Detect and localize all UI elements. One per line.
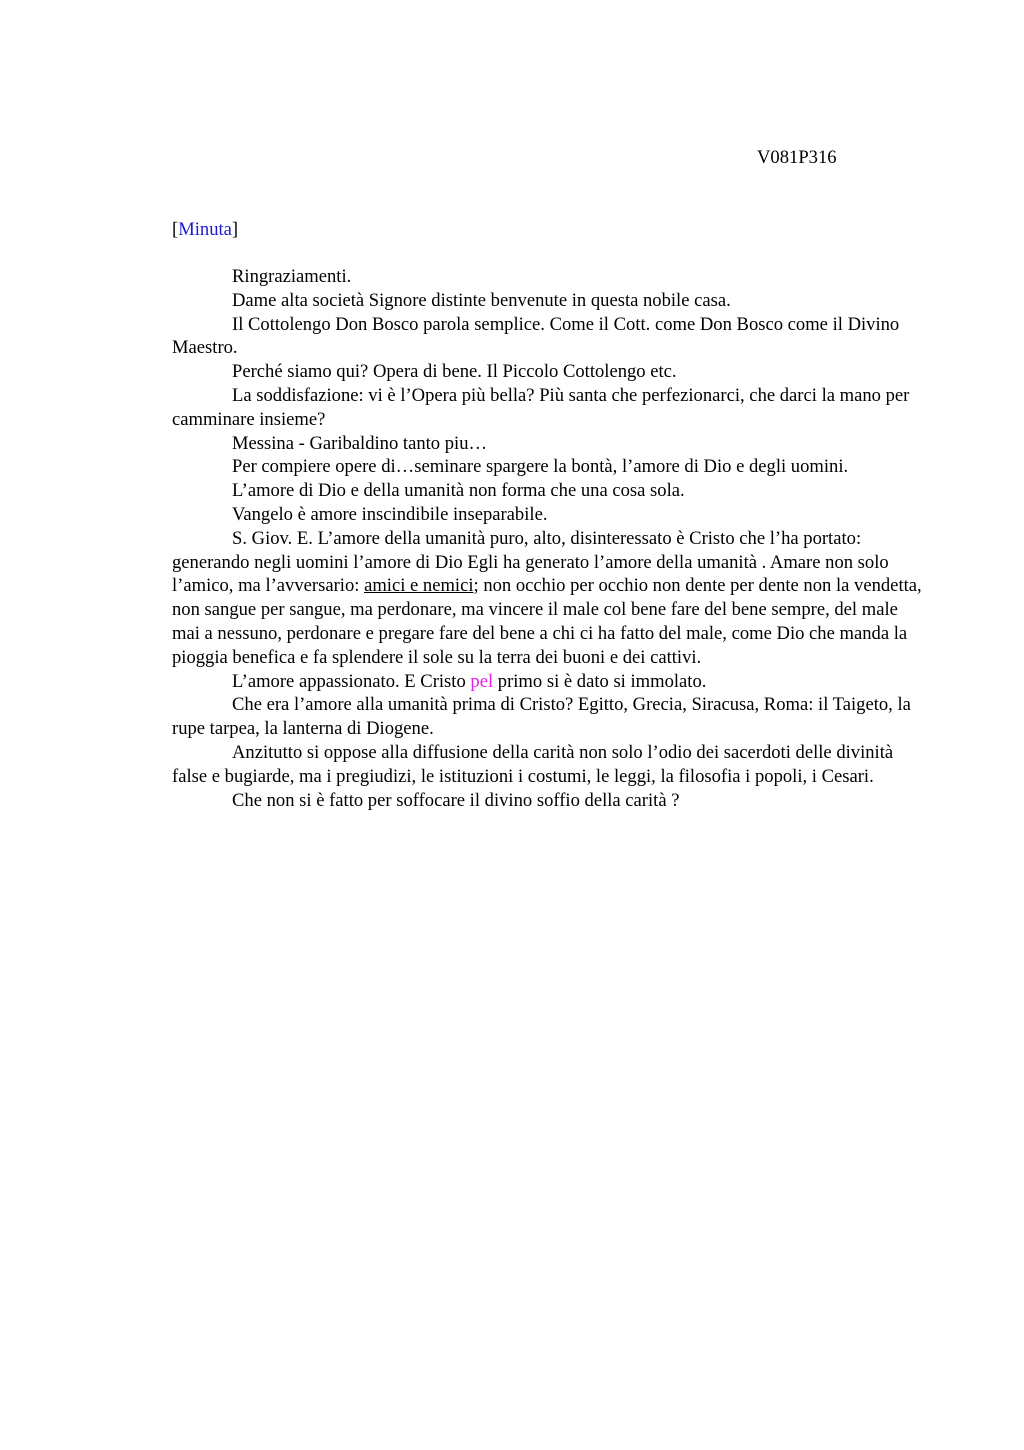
paragraph-1: Ringraziamenti.	[232, 266, 352, 287]
paragraph-11-text-start: L’amore appassionato. E Cristo	[232, 670, 471, 692]
paragraph-12: Che era l’amore alla umanità prima di Cristo? Egitto, Grecia, Siracusa, Roma: il Taigeto, la rupe tarpea, la lanterna di Diogene.	[172, 694, 911, 740]
page-reference: V081P316	[757, 147, 837, 168]
paragraph-5: La soddisfazione: vi è l’Opera più bella? Più santa che perfezionarci, che darci la mano per camminare insieme?	[172, 384, 910, 430]
label-word: Minuta	[178, 219, 232, 240]
underlined-phrase: amici e nemici	[364, 575, 474, 597]
paragraph-2: Dame alta società Signore distinte benvenute in questa nobile casa.	[232, 289, 731, 311]
paragraph-7: Per compiere opere di…seminare spargere la bontà, l’amore di Dio e degli uomini.	[232, 456, 849, 478]
label-open-bracket: [	[172, 219, 179, 240]
label-close-bracket: ]	[231, 219, 239, 240]
paragraph-8: L’amore di Dio e della umanità non forma che una cosa sola.	[232, 480, 685, 502]
paragraph-10	[172, 527, 924, 670]
paragraph-10-text-start: S. Giov. E. L’amore della umanità puro, alto, disinteressato è Cristo che l’ha portato: generando negli uomini l’amore di Dio Egli ha generato l’amore della umanità . Amare non solo l’amico, ma l’avversario:	[172, 527, 889, 597]
paragraph-4: Perché siamo qui? Opera di bene. Il Piccolo Cottolengo etc.	[232, 361, 677, 383]
paragraph-6: Messina - Garibaldino tanto piu…	[232, 432, 488, 454]
paragraph-11-text-end: primo si è dato si immolato.	[493, 670, 707, 692]
paragraph-11	[172, 670, 924, 694]
highlighted-word: pel	[470, 670, 494, 692]
paragraph-14: Che non si è fatto per soffocare il divino soffio della carità ?	[232, 789, 680, 811]
document-label	[172, 218, 238, 242]
paragraph-3: Il Cottolengo Don Bosco parola semplice. Come il Cott. come Don Bosco come il Divino Maestro.	[172, 313, 900, 359]
paragraph-9: Vangelo è amore inscindibile inseparabile.	[232, 503, 548, 525]
paragraph-13: Anzitutto si oppose alla diffusione della carità non solo l’odio dei sacerdoti delle divinità false e bugiarde, ma i pregiudizi, le istituzioni i costumi, le leggi, la filosofia i popoli, i Cesari.	[172, 741, 894, 787]
document-body	[172, 265, 924, 812]
paragraph-10-text-end: ; non occhio per occhio non dente per dente non la vendetta, non sangue per sangue, ma perdonare, ma vincere il male col bene fare del bene sempre, del male mai a nessuno, perdonare e pregare fare del bene a chi ci ha fatto del male, come Dio che manda la pioggia benefica e fa splendere il sole su la terra dei buoni e dei cattivi.	[172, 575, 922, 668]
